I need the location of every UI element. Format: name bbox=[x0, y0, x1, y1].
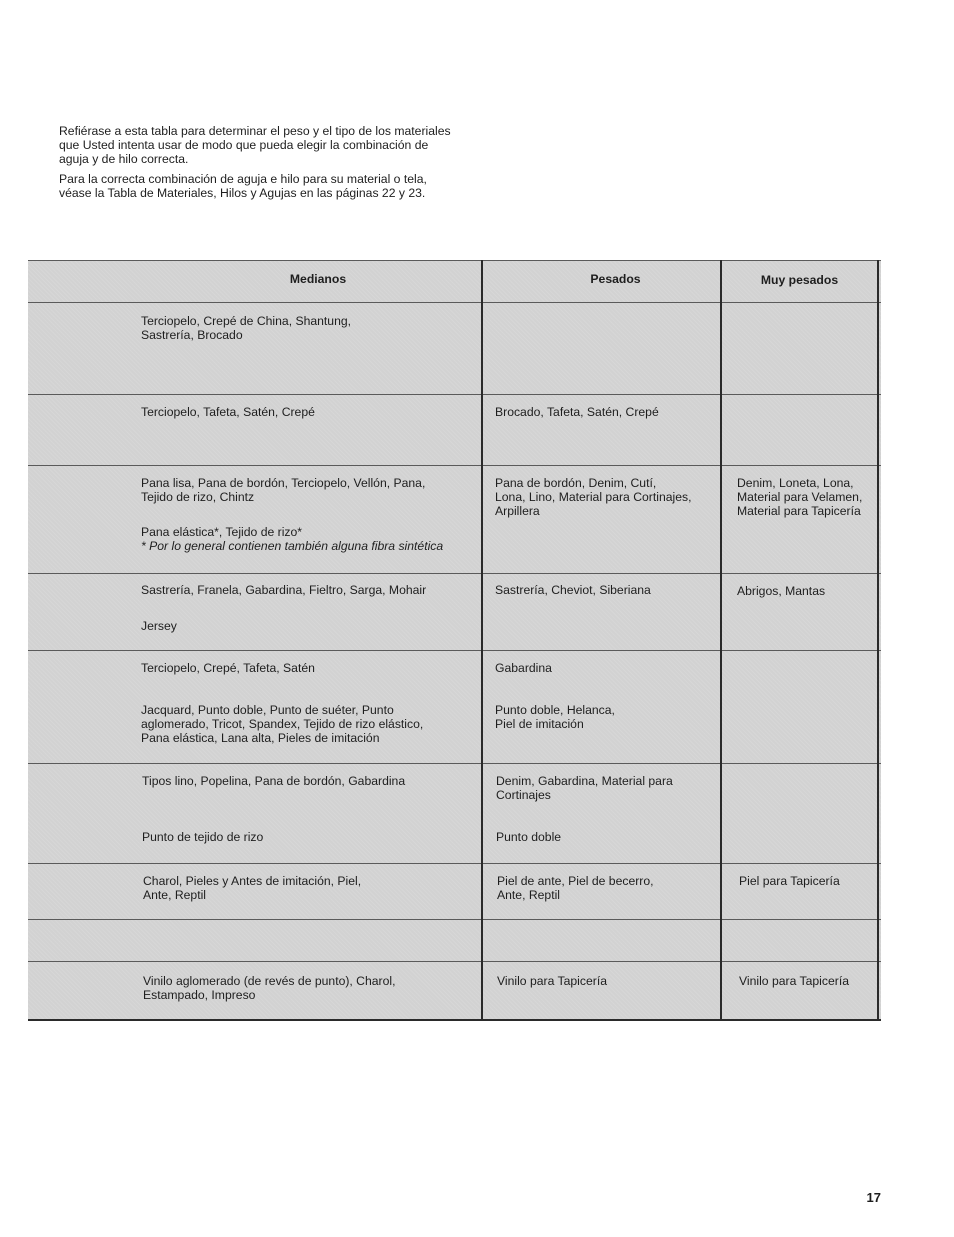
cell-line: Terciopelo, Crepé, Tafeta, Satén bbox=[141, 661, 315, 675]
table-cell bbox=[142, 774, 405, 788]
table-rule bbox=[28, 573, 881, 574]
intro-paragraph-2 bbox=[59, 172, 479, 200]
table-rule bbox=[28, 394, 881, 395]
cell-line: Vinilo aglomerado (de revés de punto), Charol, bbox=[143, 974, 396, 988]
table-cell bbox=[737, 476, 862, 518]
table-rule bbox=[28, 1019, 881, 1021]
table-rule bbox=[28, 260, 881, 261]
cell-line: Ante, Reptil bbox=[143, 888, 207, 902]
table-cell bbox=[497, 974, 607, 988]
table-cell bbox=[739, 874, 840, 888]
intro-paragraph-1 bbox=[59, 124, 479, 166]
table-cell bbox=[497, 874, 654, 902]
table-cell bbox=[141, 703, 423, 745]
cell-line: Sastrería, Franela, Gabardina, Fieltro, Sarga, Mohair bbox=[141, 583, 427, 597]
table-cell bbox=[495, 405, 659, 419]
intro-line: Refiérase a esta tabla para determinar el peso y el tipo de los materiales bbox=[59, 124, 451, 138]
intro-line: aguja y de hilo correcta. bbox=[59, 152, 189, 166]
cell-line: Vinilo para Tapicería bbox=[739, 974, 849, 988]
cell-line: Lona, Lino, Material para Cortinajes, bbox=[495, 490, 692, 504]
table-cell bbox=[495, 476, 691, 518]
cell-line: Ante, Reptil bbox=[497, 888, 561, 902]
cell-line: Material para Velamen, bbox=[737, 490, 863, 504]
table-rule bbox=[28, 465, 881, 466]
column-divider bbox=[720, 260, 722, 1021]
table-rule bbox=[28, 302, 881, 303]
table-cell bbox=[141, 525, 443, 553]
table-cell bbox=[737, 584, 825, 598]
cell-line: Terciopelo, Tafeta, Satén, Crepé bbox=[141, 405, 315, 419]
cell-line: Denim, Loneta, Lona, bbox=[737, 476, 854, 490]
cell-line: Material para Tapicería bbox=[737, 504, 861, 518]
cell-line: Pana lisa, Pana de bordón, Terciopelo, Vellón, Pana, bbox=[141, 476, 426, 490]
cell-line: Denim, Gabardina, Material para bbox=[496, 774, 673, 788]
cell-line: Charol, Pieles y Antes de imitación, Piel, bbox=[143, 874, 362, 888]
table-cell bbox=[496, 774, 673, 802]
intro-line: que Usted intenta usar de modo que pueda elegir la combinación de bbox=[59, 138, 429, 152]
table-cell bbox=[495, 703, 615, 731]
cell-line: Pana de bordón, Denim, Cutí, bbox=[495, 476, 657, 490]
cell-line: Punto doble bbox=[496, 830, 562, 844]
header-pesados: Pesados bbox=[590, 272, 641, 286]
cell-line: Punto de tejido de rizo bbox=[142, 830, 264, 844]
table-cell bbox=[143, 974, 395, 1002]
table-rule bbox=[28, 650, 881, 651]
cell-line: Punto doble, Helanca, bbox=[495, 703, 615, 717]
table-cell bbox=[141, 405, 315, 419]
cell-line: Gabardina bbox=[495, 661, 552, 675]
table-cell bbox=[496, 830, 561, 844]
table-rule bbox=[28, 763, 881, 764]
table-cell bbox=[143, 874, 361, 902]
cell-line: Brocado, Tafeta, Satén, Crepé bbox=[495, 405, 659, 419]
cell-line: Vinilo para Tapicería bbox=[497, 974, 607, 988]
table-rule bbox=[28, 863, 881, 864]
cell-line: Tejido de rizo, Chintz bbox=[141, 490, 255, 504]
table-cell bbox=[495, 661, 552, 675]
table-cell bbox=[141, 314, 351, 342]
table-cell bbox=[142, 830, 263, 844]
table-cell bbox=[141, 476, 425, 504]
cell-line: Sastrería, Cheviot, Siberiana bbox=[495, 583, 651, 597]
cell-line: Terciopelo, Crepé de China, Shantung, bbox=[141, 314, 352, 328]
cell-line: Jacquard, Punto doble, Punto de suéter, Punto bbox=[141, 703, 394, 717]
cell-line: Sastrería, Brocado bbox=[141, 328, 243, 342]
table-cell bbox=[739, 974, 849, 988]
intro-text bbox=[59, 124, 479, 206]
cell-line: Estampado, Impreso bbox=[143, 988, 256, 1002]
cell-line: Pana elástica*, Tejido de rizo* bbox=[141, 525, 303, 539]
table-rule bbox=[28, 919, 881, 920]
cell-line: aglomerado, Tricot, Spandex, Tejido de rizo elástico, bbox=[141, 717, 424, 731]
column-divider bbox=[877, 260, 879, 1021]
page-number: 17 bbox=[866, 1190, 881, 1205]
table-rule bbox=[28, 961, 881, 962]
materials-weight-table bbox=[28, 260, 881, 1021]
cell-line: Cortinajes bbox=[496, 788, 551, 802]
cell-line: Arpillera bbox=[495, 504, 540, 518]
table-cell bbox=[495, 583, 651, 597]
cell-line: Piel para Tapicería bbox=[739, 874, 840, 888]
cell-line: Pana elástica, Lana alta, Pieles de imitación bbox=[141, 731, 380, 745]
cell-line: Piel de ante, Piel de becerro, bbox=[497, 874, 654, 888]
header-medianos: Medianos bbox=[289, 272, 347, 286]
table-cell bbox=[141, 583, 426, 597]
table-cell bbox=[141, 661, 315, 675]
header-muy-pesados: Muy pesados bbox=[760, 273, 839, 287]
cell-line: Tipos lino, Popelina, Pana de bordón, Gabardina bbox=[142, 774, 406, 788]
intro-line: Para la correcta combinación de aguja e hilo para su material o tela, bbox=[59, 172, 427, 186]
cell-line: Abrigos, Mantas bbox=[737, 584, 826, 598]
footnote: * Por lo general contienen también alguna fibra sintética bbox=[141, 539, 444, 553]
column-divider bbox=[481, 260, 483, 1021]
cell-line: Jersey bbox=[141, 619, 177, 633]
cell-line: Piel de imitación bbox=[495, 717, 584, 731]
intro-line: véase la Tabla de Materiales, Hilos y Agujas en las páginas 22 y 23. bbox=[59, 186, 426, 200]
table-cell bbox=[141, 619, 177, 633]
